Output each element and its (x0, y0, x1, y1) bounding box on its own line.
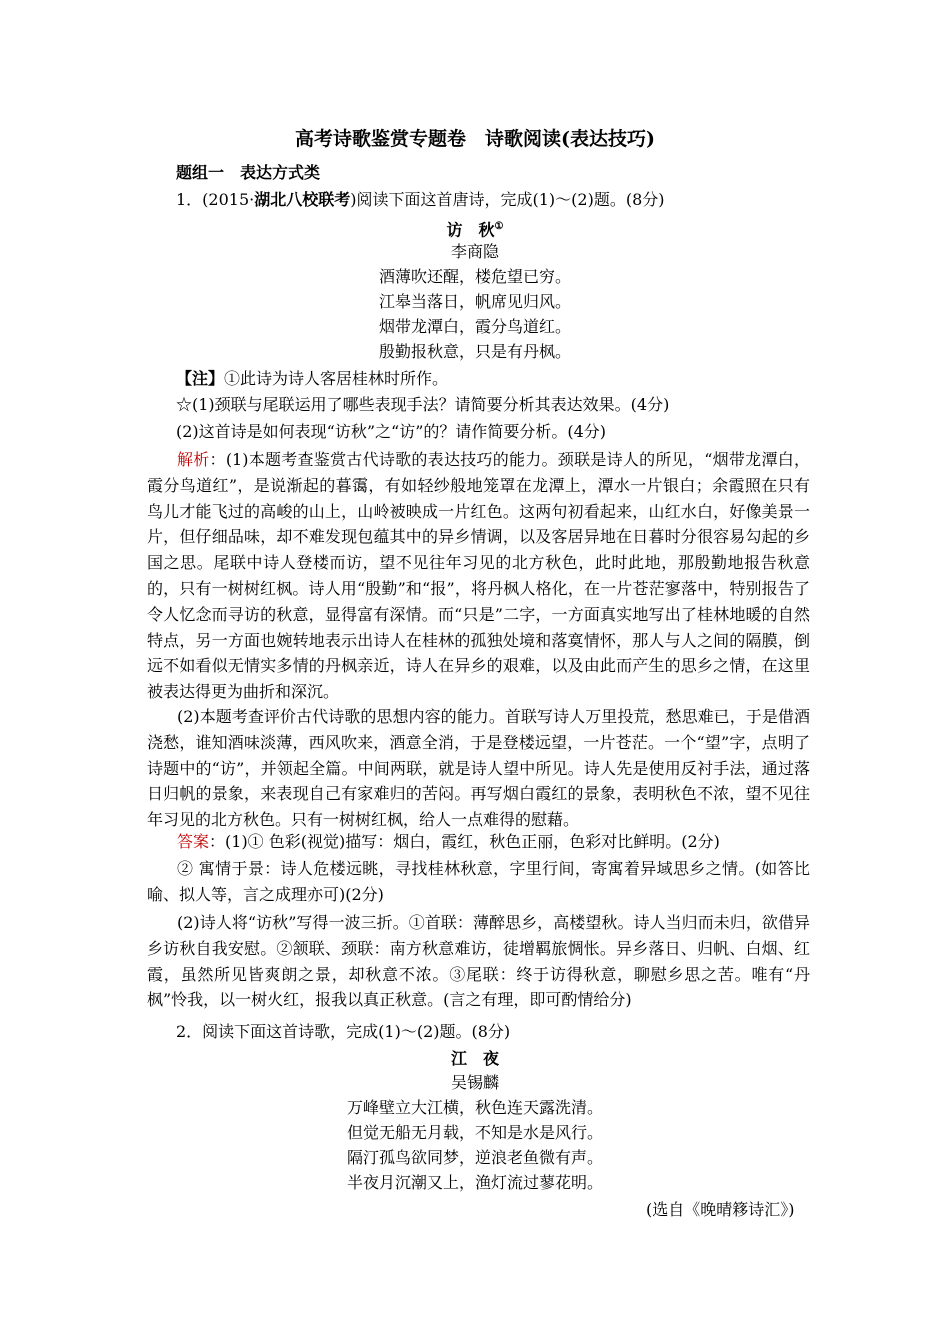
q1-note-text: ①此诗为诗人客居桂林时所作。 (224, 369, 449, 388)
q1-poem-line-4: 殷勤报秋意，只是有丹枫。 (378, 342, 571, 361)
q1-poem-author: 李商隐 (450, 242, 499, 261)
q1-intro-suffix: )阅读下面这首唐诗，完成(1)～(2)题。(8分) (350, 190, 665, 209)
q1-analysis-part2: (2)本题考查评价古代诗歌的思想内容的能力。首联写诗人万里投荒，愁思难已，于是借酒浇愁，谁知酒味淡薄，西风吹来，酒意全消，于是登楼远望，一片苍茫。一个“望”字，点明了诗题中的“访”，并领起全篇。中间两联，就是诗人望中所见。诗人先是使用反衬手法，通过落日归帆的景象，来表现自己有家难归的苦闷。再写烟白霞红的景象，表明秋色不浓，望不见往年习见的北方秋色。只有一树树红枫，给人一点难得的慰藉。 (147, 707, 810, 830)
q1-intro-prefix: 1．(2015· (176, 190, 255, 209)
group-heading: 题组一 表达方式类 (176, 163, 321, 182)
q1-poem-title (0, 216, 950, 241)
q1-note-label: 【注】 (176, 369, 225, 388)
q1-answer-part2: ② 寓情于景：诗人危楼远眺，寻找桂林秋意，字里行间，寄寓着异域思乡之情。(如答比喻、拟人等，言之成理亦可)(2分) (147, 859, 810, 904)
q1-poem-line-1: 酒薄吹还醒，楼危望已穷。 (378, 267, 571, 286)
analysis-text-1: ：(1)本题考查鉴赏古代诗歌的表达技巧的能力。颈联是诗人的所见，“烟带龙潭白，霞分鸟道红”，是说渐起的暮霭，有如轻纱般地笼罩在龙潭上，潭水一片银白；余霞照在只有鸟儿才能飞过的高峻的山上，山岭被映成一片红色。这两句初看起来，山红水白，好像美景一片，但仔细品味，却不难发现包蕴其中的异乡情调，以及客居异地在日暮时分很容易勾起的乡国之思。尾联中诗人登楼而访，望不见往年习见的北方秋色，此时此地，那殷勤地报告秋意的，只有一树树红枫。诗人用“殷勤”和“报”，将丹枫人格化，在一片苍茫寥落中，特别报告了令人忆念而寻访的秋意，显得富有深情。而“只是”二字，一方面真实地写出了桂林地暖的自然特点，另一方面也婉转地表示出诗人在桂林的孤独处境和落寞情怀，那人与人之间的隔膜，倒远不如看似无情实多情的丹枫亲近，诗人在异乡的艰难，以及由此而产生的思乡之情，在这里被表达得更为曲折和深沉。 (147, 450, 810, 702)
q2-poem-line-3: 隔汀孤鸟欲同梦，逆浪老鱼微有声。 (346, 1148, 603, 1167)
q1-poem-line-3: 烟带龙潭白，霞分鸟道红。 (378, 317, 571, 336)
q1-answer-part3: (2)诗人将“访秋”写得一波三折。①首联：薄醉思乡，高楼望秋。诗人当归而未归，欲借异乡访秋自我安慰。②颔联、颈联：南方秋意难访，徒增羁旅惆怅。异乡落日、归帆、白烟、红霞，虽然所见皆爽朗之景，却秋意不浓。③尾联：终于访得秋意，聊慰乡思之苦。唯有“丹枫”怜我，以一树火红，报我以真正秋意。(言之有理，即可酌情给分) (147, 913, 810, 1010)
q1-poem-title-note: ① (494, 221, 504, 232)
q1-poem-title-text: 访 秋 (446, 220, 495, 240)
q2-poem-line-1: 万峰壁立大江横，秋色连天露洗清。 (346, 1098, 603, 1117)
q1-poem-line-2: 江皋当落日，帆席见归风。 (378, 292, 571, 311)
q1-subquestion-1: ☆(1)颈联与尾联运用了哪些表现手法？请简要分析其表达效果。(4分) (176, 395, 670, 414)
q2-poem-title: 江 夜 (450, 1049, 499, 1068)
q2-poem-source: (选自《晚晴簃诗汇》) (646, 1200, 795, 1219)
page-title: 高考诗歌鉴赏专题卷 诗歌阅读(表达技巧) (295, 128, 655, 150)
q1-subquestion-2: (2)这首诗是如何表现“访秋”之“访”的？请作简要分析。(4分) (176, 422, 607, 441)
q2-poem-line-2: 但觉无船无月载，不知是水是风行。 (346, 1123, 603, 1142)
q1-intro (176, 189, 665, 211)
answer-label: 答案 (177, 832, 210, 851)
analysis-label: 解析 (177, 450, 210, 469)
answer-text-1: ：(1)① 色彩(视觉)描写：烟白，霞红，秋色正丽，色彩对比鲜明。(2分) (209, 832, 720, 851)
q1-answer-part1 (147, 829, 810, 855)
q1-analysis-part1 (147, 447, 810, 705)
q2-poem-author: 吴锡麟 (450, 1073, 499, 1092)
q2-intro: 2．阅读下面这首诗歌，完成(1)～(2)题。(8分) (176, 1022, 511, 1041)
q1-intro-source: 湖北八校联考 (254, 190, 351, 209)
q2-poem-line-4: 半夜月沉潮又上，渔灯流过蓼花明。 (346, 1173, 603, 1192)
q1-note (176, 368, 448, 390)
